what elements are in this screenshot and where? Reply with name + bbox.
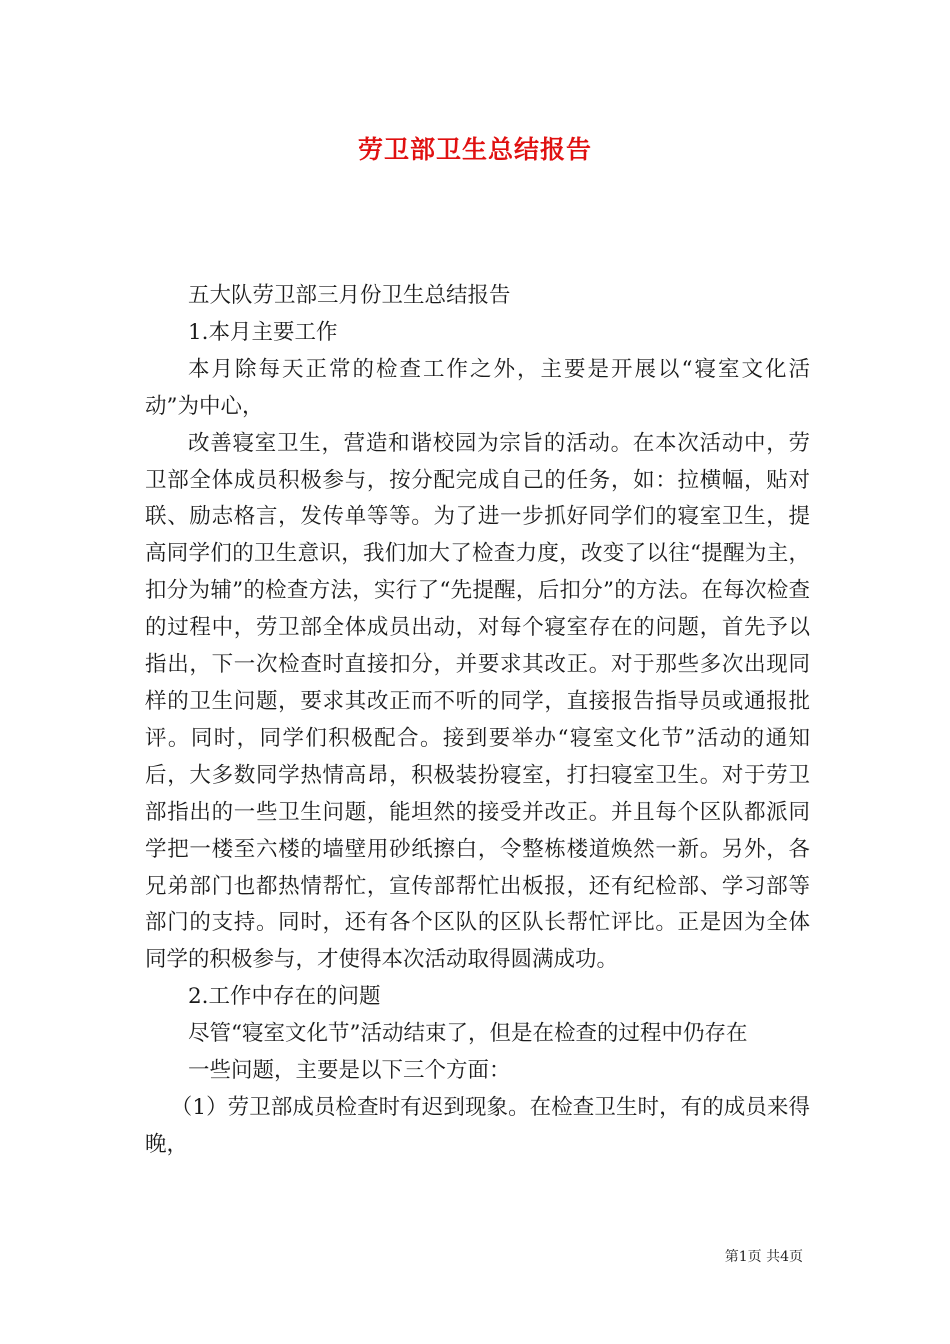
section-heading-main-work: 1.本月主要工作 xyxy=(188,319,338,345)
document-body xyxy=(145,278,810,1164)
paragraph-problem-1: （1）劳卫部成员检查时有迟到现象。在检查卫生时，有的成员来得晚， xyxy=(145,1094,810,1157)
report-subtitle: 五大队劳卫部三月份卫生总结报告 xyxy=(188,283,511,308)
section-heading-problems: 2.工作中存在的问题 xyxy=(188,984,381,1010)
document-title: 劳卫部卫生总结报告 xyxy=(357,135,592,164)
paragraph-problems-summary: 一些问题，主要是以下三个方面： xyxy=(188,1058,511,1084)
paragraph-problems-intro: 尽管“寝室文化节”活动结束了，但是在检查的过程中仍存在 xyxy=(188,1021,748,1047)
paragraph-intro: 本月除每天正常的检查工作之外，主要是开展以“寝室文化活动”为中心， xyxy=(145,356,810,419)
page-number: 第1页 共4页 xyxy=(724,1249,803,1265)
paragraph-activity-details: 改善寝室卫生，营造和谐校园为宗旨的活动。在本次活动中，劳卫部全体成员积极参与，按分配完成自己的任务，如：拉横幅，贴对联、励志格言，发传单等等。为了进一步抓好同学们的寝室卫生，提高同学们的卫生意识，我们加大了检查力度，改变了以往“提醒为主，扣分为辅”的检查方法，实行了“先提醒，后扣分”的方法。在每次检查的过程中，劳卫部全体成员出动，对每个寝室存在的问题，首先予以指出，下一次检查时直接扣分，并要求其改正。对于那些多次出现同样的卫生问题，要求其改正而不听的同学，直接报告指导员或通报批评。同时，同学们积极配合。接到要举办“寝室文化节”活动的通知后，大多数同学热情高昂，积极装扮寝室，打扫寝室卫生。对于劳卫部指出的一些卫生问题，能坦然的接受并改正。并且每个区队都派同学把一楼至六楼的墙壁用砂纸擦白，令整栋楼道焕然一新。另外，各兄弟部门也都热情帮忙，宣传部帮忙出板报，还有纪检部、学习部等部门的支持。同时，还有各个区队的区队长帮忙评比。正是因为全体同学的积极参与，才使得本次活动取得圆满成功。 xyxy=(145,430,810,973)
